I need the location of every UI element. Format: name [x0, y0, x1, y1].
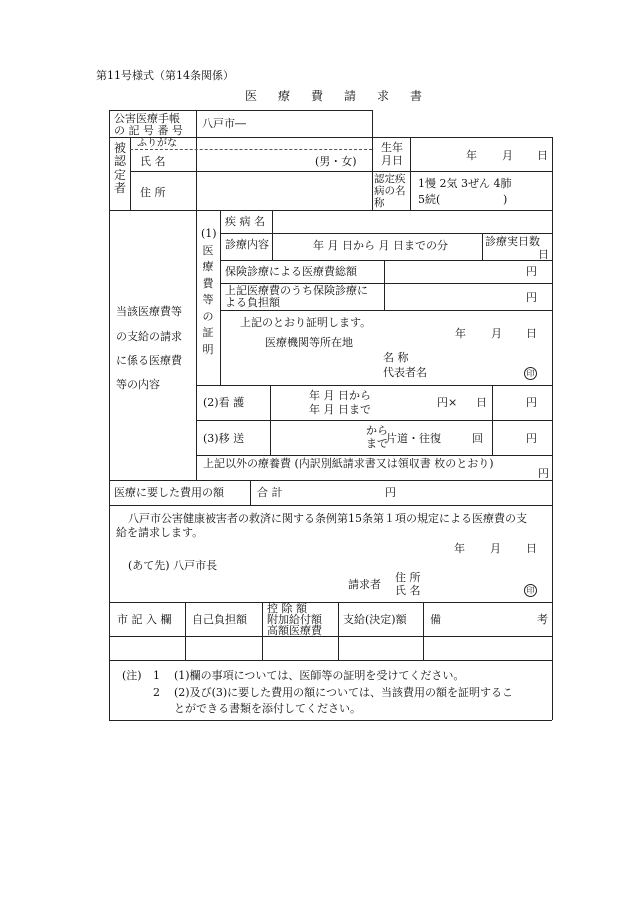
claim-content-label: 当該医療費等 — [116, 305, 182, 318]
treatment-period[interactable]: 年 月 日から 月 日までの分 — [313, 239, 448, 252]
notes-prefix: (注) — [122, 669, 142, 682]
claim-content-label: 等の内容 — [116, 378, 160, 391]
yen-unit: 円 — [538, 467, 549, 480]
addressee: (あて先) 八戸市長 — [128, 559, 218, 572]
request-day[interactable]: 日 — [526, 542, 537, 555]
nursing-days[interactable]: 日 — [476, 396, 487, 409]
note-text: とができる書類を添付してください。 — [174, 702, 361, 715]
note-text: (2)及び(3)に要した費用の額については、当該費用の額を証明するこ — [174, 686, 513, 699]
notebook-label: の 記 号 番 号 — [114, 124, 183, 137]
treatment-days-label: 診療実日数 — [485, 235, 540, 248]
certify-statement: 上記のとおり証明します。 — [240, 316, 372, 329]
claimant-name-label: 氏 名 — [395, 584, 421, 597]
request-year[interactable]: 年 — [454, 542, 465, 555]
facility-address-label: 医療機関等所在地 — [265, 336, 353, 349]
disease-label: 称 — [374, 197, 385, 209]
note-text: (1)欄の事項については、医師等の証明を受けてください。 — [174, 669, 465, 682]
birth-day[interactable]: 日 — [537, 149, 548, 162]
request-text: 給を請求します。 — [116, 526, 204, 539]
title-char: 費 — [311, 89, 324, 103]
notebook-label: 公害医療手帳 — [114, 112, 180, 125]
disease-label: 病の名 — [374, 185, 406, 197]
sum-yen: 円 — [385, 486, 396, 499]
nursing-rate[interactable]: 円× — [437, 396, 458, 409]
note-number: 2 — [153, 686, 160, 699]
yen-unit: 円 — [526, 291, 537, 304]
col-deduction: 高額医療費 — [267, 624, 322, 637]
furigana-label: ふりがな — [137, 138, 177, 149]
transfer-label: (3)移 送 — [203, 432, 245, 445]
yen-unit: 円 — [526, 265, 537, 278]
other-expenses-label: 上記以外の療養費 (内訳別紙請求書又は領収書 枚のとおり) — [203, 457, 494, 470]
burden-label: 上記医療費のうち保険診療に — [225, 284, 368, 297]
col-remarks: 備 — [430, 613, 441, 626]
birthdate-label: 生年 — [381, 141, 403, 154]
birth-year[interactable]: 年 — [466, 149, 477, 162]
disease-options[interactable]: 1慢 2気 3ぜん 4肺 — [418, 177, 512, 190]
certified-person-label: 被認定者 — [113, 141, 126, 196]
title-char: 求 — [377, 89, 390, 103]
yen-unit: 円 — [526, 432, 537, 445]
birth-month[interactable]: 月 — [502, 149, 513, 162]
transfer-to: まで — [366, 437, 388, 450]
insured-total-label: 保険診療による医療費総額 — [225, 265, 357, 278]
disease-label: 認定疾 — [374, 173, 406, 185]
nursing-label: (2)看 護 — [203, 396, 245, 409]
seal-mark: 印 — [524, 367, 537, 380]
medical-cert-label: (1)医療費等の証明 — [201, 227, 217, 356]
representative-label: 代表者名 — [383, 366, 427, 379]
transfer-times[interactable]: 回 — [472, 432, 483, 445]
cert-month[interactable]: 月 — [491, 327, 502, 340]
transfer-way[interactable]: 片道・往復 — [386, 432, 441, 445]
title-char: 療 — [278, 89, 291, 103]
form-number: 第11号様式（第14条関係） — [96, 69, 234, 82]
days-unit: 日 — [538, 248, 549, 261]
facility-name-label: 名 称 — [383, 351, 409, 364]
notebook-number-field[interactable]: 八戸市― — [202, 117, 246, 130]
claimant-label: 請求者 — [348, 578, 381, 591]
title-char: 医 — [245, 89, 258, 103]
disease-name-label: 疾 病 名 — [225, 215, 265, 228]
col-city-entry: 市 記 入 欄 — [117, 613, 172, 626]
note-number: 1 — [153, 669, 160, 682]
disease-options-other[interactable]: 5続( — [418, 193, 441, 206]
col-remarks: 考 — [537, 613, 548, 626]
nursing-from[interactable]: 年 月 日から — [309, 389, 371, 402]
col-self-pay: 自己負担額 — [192, 613, 247, 626]
col-payment: 支給(決定)額 — [343, 613, 407, 626]
title-char: 書 — [410, 89, 423, 103]
address-label: 住 所 — [140, 186, 166, 199]
claimant-seal-mark: 印 — [524, 584, 537, 597]
cert-day[interactable]: 日 — [526, 327, 537, 340]
title-char: 請 — [344, 89, 357, 103]
claimant-address-label: 住 所 — [395, 571, 421, 584]
gender-field[interactable]: (男・女) — [315, 155, 357, 168]
col-deduction: 附加給付額 — [267, 613, 322, 626]
burden-label: よる負担額 — [225, 296, 280, 309]
name-label: 氏 名 — [140, 155, 166, 168]
request-month[interactable]: 月 — [490, 542, 501, 555]
treatment-label: 診療内容 — [225, 238, 269, 251]
claim-content-label: に係る医療費 — [116, 354, 182, 367]
nursing-to[interactable]: 年 月 日まで — [309, 403, 371, 416]
yen-unit: 円 — [526, 396, 537, 409]
disease-options-close: ) — [503, 193, 508, 206]
birthdate-label: 月日 — [381, 154, 403, 167]
transfer-from: から — [366, 424, 388, 437]
col-deduction: 控 除 額 — [267, 602, 307, 615]
claim-content-label: の支給の請求 — [116, 330, 182, 343]
cert-year[interactable]: 年 — [455, 327, 466, 340]
total-label: 医療に要した費用の額 — [114, 486, 224, 499]
request-text: 八戸市公害健康被害者の救済に関する条例第15条第１項の規定による医療費の支 — [128, 512, 527, 525]
sum-label: 合 計 — [257, 486, 283, 499]
